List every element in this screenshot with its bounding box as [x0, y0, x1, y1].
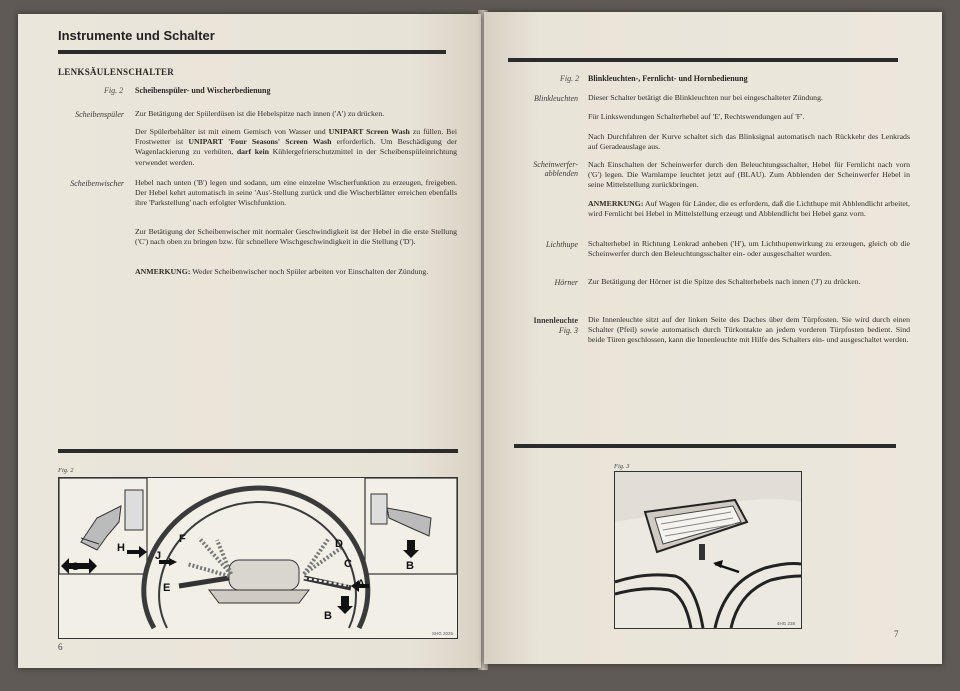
abblend-paragraph: Nach Einschalten der Scheinwerfer durch den Beleuchtungsschalter, Hebel für Fernlicht nach vorn ('G') legen. Die Warnlampe leuchtet jetzt auf (BLAU). Zum Abblenden der Scheinwerfer Hebel in seine Mittelstellung zurückbringen. [588, 160, 910, 190]
wischer-paragraph-1: Hebel nach unten ('B') legen und sodann, um eine einzelne Wischerfunktion zu erzeugen, freigeben. Der Hebel kehrt automatisch in seine 'Aus'-Stellung zurück und die Wischerblätter erreichen ebenfalls ihre 'Parkstellung' nach erfolgter Wischfunktion. [135, 178, 457, 208]
fig-title: Scheibenspüler- und Wischerbedienung [135, 86, 271, 95]
interior-light-figure [614, 471, 802, 629]
top-rule [508, 58, 898, 62]
margin-label-lichthupe: Lichthupe [546, 240, 578, 249]
wischer-note: ANMERKUNG: Weder Scheibenwischer noch Spüler arbeiten vor Einschalten der Zündung. [135, 267, 429, 276]
margin-label-innenleuchte: Innenleuchte [533, 316, 578, 325]
label-e: E [163, 582, 171, 594]
arrow-b [337, 596, 353, 614]
chapter-title: Instrumente und Schalter [58, 28, 215, 43]
arrow-b-inset [403, 540, 419, 558]
margin-fig-3: Fig. 3 [558, 326, 578, 335]
left-page [18, 14, 481, 668]
label-g: G [71, 561, 80, 573]
margin-label-scheibenspueler: Scheibenspüler [75, 110, 124, 119]
figure-code: SHG 2025 [431, 631, 453, 636]
wischer-paragraph-2: Zur Betätigung der Scheibenwischer mit normaler Geschwindigkeit ist der Hebel in die erste Stellung ('C') nach oben zu bringen bzw. für schnellere Wischgeschwindigkeit in die Stellung ('D'). [135, 227, 457, 247]
margin-label-hoerner: Hörner [554, 278, 578, 287]
steering-column-figure [58, 477, 458, 639]
page-number: 7 [894, 629, 899, 639]
margin-label-scheibenwischer: Scheibenwischer [70, 179, 124, 188]
label-c: C [344, 558, 352, 570]
arrow-h [127, 546, 147, 558]
fig-title: Blinkleuchten-, Fernlicht- und Hornbedienung [588, 74, 748, 83]
margin-label-blinkleuchten: Blinkleuchten [534, 94, 578, 103]
interior-light-drawing [615, 472, 801, 628]
right-page [484, 12, 942, 664]
blink-paragraph-1: Dieser Schalter betätigt die Blinkleuchten nur bei eingeschalteter Zündung. [588, 93, 823, 102]
steering-wheel [144, 488, 368, 628]
blink-paragraph-3: Nach Durchfahren der Kurve schaltet sich das Blinksignal automatisch nach Rückkehr des Lenkrads auf Geradeauslage aus. [588, 132, 910, 152]
figure-caption: Fig. 2 [58, 467, 74, 474]
hoerner-paragraph: Zur Betätigung der Hörner ist die Spitze des Schalterhebels nach innen ('J') zu drücken. [588, 277, 861, 286]
figure-caption: Fig. 3 [614, 463, 630, 470]
figure-code: 4HG 238 [776, 621, 795, 626]
spueler-paragraph-1: Zur Betätigung der Spülerdüsen ist die Hebelspitze nach innen ('A') zu drücken. [135, 109, 385, 118]
abblend-note: ANMERKUNG: Auf Wagen für Länder, die es erfordern, daß die Lichthupe mit Abblendlicht arbeitet, wird Fernlicht bei Hebel in Mittelstellung erzeugt und Abblendlicht bei Hebel ganz vorn. [588, 199, 910, 219]
inset-left-lever [81, 490, 143, 550]
figure-rule [58, 449, 458, 453]
blink-paragraph-2: Für Linkswendungen Schalterhebel auf 'E', Rechtswendungen auf 'F'. [588, 112, 805, 121]
label-j: J [155, 550, 162, 562]
chapter-rule [58, 50, 446, 54]
spueler-paragraph-2: Der Spülerbehälter ist mit einem Gemisch von Wasser und UNIPART Screen Wash zu füllen. Bei Frostwetter ist UNIPART 'Four Seasons' Screen Wash erforderlich. Um Beschädigung der Wagenlackierung zu verhüten, darf kein Kühlergefrierschutzmittel in der Scheibenspüleinrichtung verwendet werden. [135, 127, 458, 167]
steering-column-drawing [59, 478, 457, 638]
label-b-inset: B [406, 560, 414, 572]
fig-reference: Fig. 2 [560, 74, 580, 83]
fig-reference: Fig. 2 [104, 86, 124, 95]
figure-rule [514, 444, 896, 448]
innenleuchte-paragraph: Die Innenleuchte sitzt auf der linken Seite des Daches über dem Türpfosten. Sie wird durch einen Schalter (Pfeil) sowie automatisch durch Türkontakte an jedem vorderen Türpfosten bedient. Sind beide Türen geschlossen, kann die Innenleuchte mit Hilfe des Schalters ein- und ausgeschaltet werden. [588, 315, 910, 345]
label-b: B [324, 610, 332, 622]
inset-right-lever [371, 494, 431, 536]
label-h: H [117, 542, 125, 554]
margin-label-scheinwerfer: Scheinwerfer- abblenden [533, 160, 578, 178]
indicator-lever [179, 538, 231, 586]
page-number: 6 [58, 642, 63, 652]
section-heading: LENKSÄULENSCHALTER [58, 67, 175, 77]
label-a: A [357, 578, 365, 590]
label-f: F [179, 533, 186, 545]
label-d: D [335, 538, 343, 550]
lichthupe-paragraph: Schalterhebel in Richtung Lenkrad anheben ('H'), um Lichthupenwirkung zu erzeugen, gleich ob die Scheinwerfer durch den Beleuchtungsschalter ein- oder ausgeschaltet wurden. [588, 239, 910, 259]
